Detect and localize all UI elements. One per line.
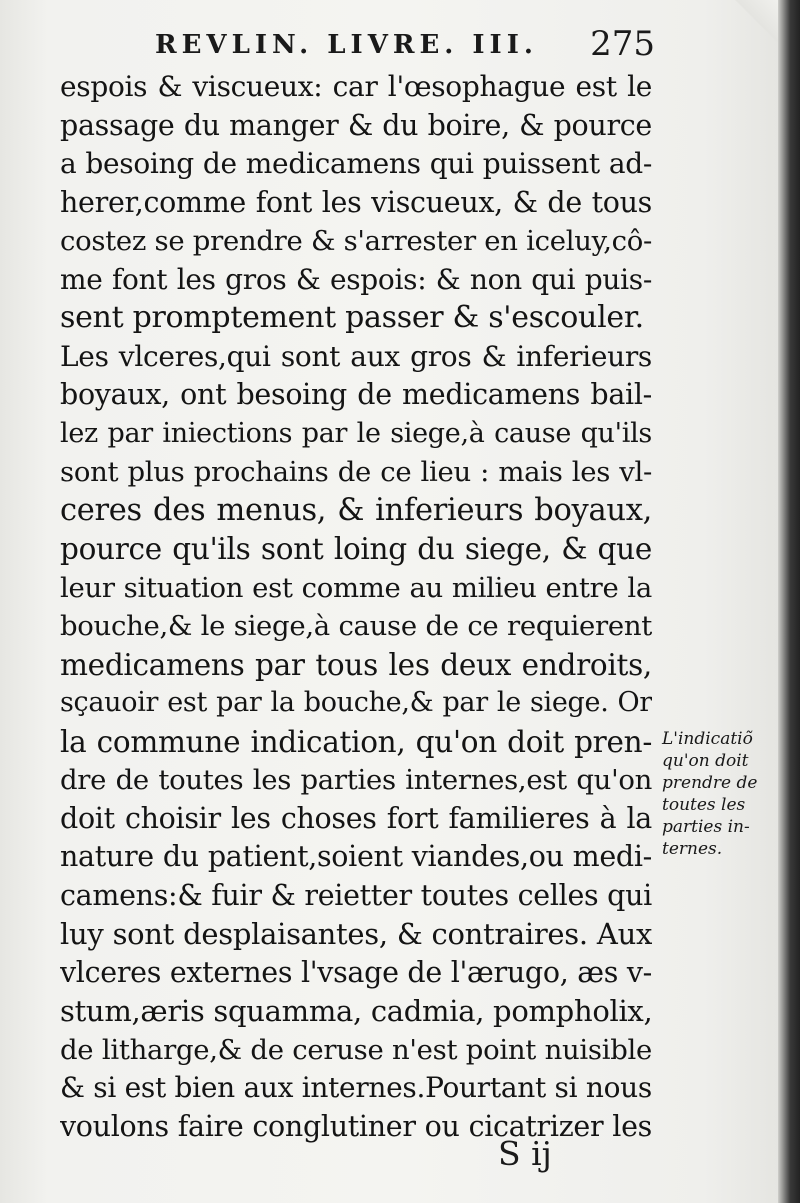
bleed-through-shadow [655,270,775,790]
text-line: espois & viscueux: car l'œsophague est le [60,70,652,103]
text-line: de litharge,& de ceruse n'est point nuisible [60,1033,652,1066]
text-line: vlceres externes l'vsage de l'ærugo, æs v- [60,955,652,989]
text-line: Les vlceres,qui sont aux gros & inferieurs [60,339,652,373]
text-line: sent promptement passer & s'escouler. [60,300,644,335]
text-line: leur situation est comme au milieu entre la [60,571,652,604]
margin-note-line: qu'on doit [662,751,749,771]
text-line: voulons faire conglutiner ou cicatrizer les [60,1109,652,1143]
margin-note-line: L'indicatiõ [662,729,753,749]
page-number: 275 [590,24,655,64]
text-line: luy sont desplaisantes, & contraires. Aux [60,917,652,951]
text-line: stum,æris squamma, cadmia, pompholix, [60,994,652,1028]
page-gutter-shadow [778,0,800,1203]
text-line: nature du patient,soient viandes,ou medi- [60,840,652,873]
signature-mark: S ij [498,1134,552,1173]
text-line: dre de toutes les parties internes,est qu'on [60,764,652,796]
body-text-block [60,68,652,1146]
text-line: boyaux, ont besoing de medicamens bail- [60,378,652,411]
margin-note-line: ternes. [662,839,723,859]
margin-note-line: toutes les [662,795,746,815]
text-line: camens:& fuir & reietter toutes celles qui [60,878,652,912]
text-line: ceres des menus, & inferieurs boyaux, [60,492,652,528]
text-line: doit choisir les choses fort familieres à la [60,801,652,835]
margin-note-line: parties in- [662,817,750,837]
margin-note [662,728,774,860]
text-line: passage du manger & du boire, & pource [60,108,652,142]
text-line: medicamens par tous les deux endroits, [60,647,652,682]
text-line: bouche,& le siege,à cause de ce requierent [60,610,652,642]
text-line: sçauoir est par la bouche,& par le siege. Or [60,687,652,718]
running-title: REVLIN. LIVRE. III. [155,30,538,60]
text-line: herer,comme font les viscueux, & de tous [60,185,652,219]
text-line: & si est bien aux internes.Pourtant si nous [60,1071,652,1104]
text-line: pource qu'ils sont loing du siege, & que [60,532,652,566]
text-line: lez par iniections par le siege,à cause qu'ils [60,417,652,449]
margin-note-line: prendre de [662,773,758,793]
text-line: la commune indication, qu'on doit pren- [60,724,652,759]
text-line: costez se prendre & s'arrester en iceluy,cô- [60,225,652,257]
text-line: a besoing de medicamens qui puissent ad- [60,147,652,180]
text-line: sont plus prochains de ce lieu : mais les vl- [60,456,652,488]
running-header [100,22,660,64]
text-line: me font les gros & espois: & non qui puis- [60,262,652,296]
